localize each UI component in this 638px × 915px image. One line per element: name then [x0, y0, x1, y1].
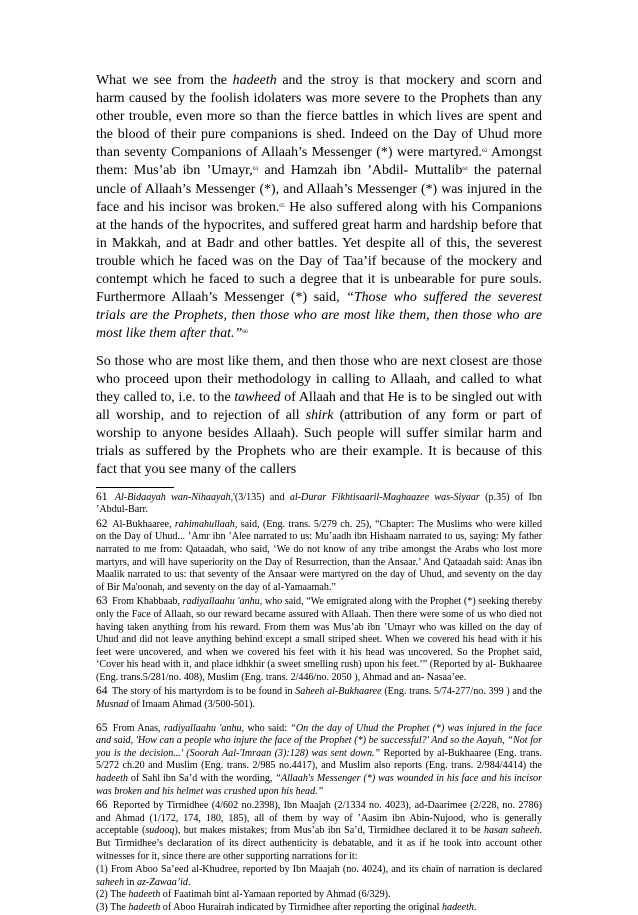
italic-run: hadeeth	[232, 73, 277, 88]
footnote-separator	[96, 487, 174, 488]
footnote-66-supporting-3	[96, 902, 542, 915]
text-run: (attribution of any form or part of worship to anyone besides Allaah). Such people will suffer similar harm and trials as suffered by the Prophets who are their example. It is because of this fact that you see many of the callers	[96, 408, 542, 478]
text-run: Amongst them: Mus’ab ibn ’Umayr,	[96, 145, 542, 179]
text-run: who said, “We emigrated along with the Prophet (*) seeking thereby only the Face of Allaah, so our reward became assured with Allaah. Then there were some of us who died not having taken anything from his reward. From them was Mus’ab ibn ’Umayr who was killed on the day of Uhud and did not leave anything behind except a small striped sheet. When we covered his head with it his feet were uncovered, and when we covered his feet with it his head was uncovered. So the Prophet said, ‘Cover his head with it, and place idhkhir (a sweet smelling rush) upon his feet.’” (Reported by al- Bukhaaree (Eng. trans.5/281/no. 408), Muslim (Eng. trans. 2/446/no. 2050 ), Ahmad and an- Nasaa’ee.	[96, 596, 542, 683]
footnote-66-supporting-2	[96, 889, 542, 902]
italic-run: hadeeth	[128, 901, 161, 913]
italic-run: rahimahullaah,	[174, 518, 238, 530]
footnote-text	[96, 723, 542, 797]
footnote-text	[96, 800, 542, 861]
text-run: What we see from the	[96, 73, 233, 88]
text-run: . But Tirmidhee’s declaration of its direct authenticity is debatable, and it as if he took into account other witnesses for it, since there are other supporting narrations for it:	[96, 825, 542, 862]
italic-run: radiyallaahu 'anhu,	[163, 722, 245, 734]
body-paragraph-1	[96, 72, 542, 343]
footnotes-section	[96, 491, 542, 915]
text-run: Al-Bukhaaree,	[112, 518, 175, 530]
footnote-ref: 64	[462, 166, 468, 173]
italic-run: Al-Bidaayah wan-Nihaayah,	[114, 491, 234, 503]
footnote-number: 63	[96, 595, 108, 608]
text-run: From Khabbaab,	[112, 596, 183, 608]
body-paragraph-2	[96, 353, 542, 480]
footnote-number: 62	[96, 517, 108, 530]
italic-run: radiyallaahu 'anhu,	[182, 596, 263, 608]
italic-run: sudooq	[145, 825, 175, 837]
footnote-number: 64	[96, 685, 108, 698]
footnote-number: 65	[96, 721, 108, 734]
text-run: of Faatimah bint al-Yamaan reported by Ahmad (6/329).	[160, 889, 391, 901]
italic-run: saheeh	[96, 876, 125, 888]
footnote-text	[96, 686, 542, 710]
footnote-ref: 62	[481, 148, 488, 155]
text-run: '(3/135) and	[233, 491, 290, 503]
text-run: (p.35) of Ibn ’Abdul-Barr.	[96, 491, 542, 516]
footnote-ref: 65	[279, 202, 285, 209]
text-run: .	[473, 901, 477, 913]
footnote-66-supporting-1	[96, 864, 542, 889]
footnote-ref: 63	[252, 166, 259, 173]
text-run: said, (Eng. trans. 5/279 ch. 25), “Chapter: The Muslims who were killed on the Day of Uhud... ’Amr ibn ’Alee narrated to us: Mu’aadh ibn Hishaam narrated to us, saying: My father narrated to me from: Qataadah, who said, ‘We do not know of any tribe amongst the Arabs who lost more martyrs, and will have superiority on the Day of Resurrection, than the Ansaar.’ And Qataadah said: Anas ibn Maalik narrated to us: that seventy of the Ansaar were martyred on the day of Uhud, and seventy on the day of Bir Ma'oonah, and seventy on the day of al-Yamaamah.”	[96, 518, 542, 593]
text-run: ), but makes mistakes; from Mus’ab ibn Sa’d, Tirmidhee declared it to be	[174, 825, 484, 837]
italic-run: shirk	[305, 408, 334, 424]
text-run: Reported by Tirmidhee (4/602 no.2398), Ibn Maajah (2/1334 no. 4023), ad-Daarimee (2/228, no. 2786) and Ahmad (1/172, 174, 180, 185), all of them by way of ’Aasim ibn Abin-Nujood, who is generally acceptable (	[96, 800, 542, 837]
text-run: of Imaam Ahmad (3/500-501).	[128, 699, 255, 711]
italic-run: Musnad	[96, 699, 129, 711]
italic-run: tawheed	[234, 390, 281, 406]
text-run: He also suffered along with his Companions at the hands of the hypocrites, and suffered great harm and hardship before that in Makkah, and at Badr and other battles. Yet despite all of this, the severest trouble which he faced was on the Day of Taa’if because of the mockery and contempt which he faced to such a degree that it is unbearable for pure souls. Furthermore Allaah’s Messenger (*) said,	[96, 199, 542, 306]
italic-run: “Those who suffered the severest trials are the Prophets, then those who are most like them, then those who are most like them after that.”	[96, 290, 542, 342]
italic-run: “Allaah's Messenger (*) was wounded in his face and his incisor was broken and his helmet was crushed upon his head.”	[96, 773, 542, 797]
text-run: of Sahl ibn Sa’d with the wording,	[127, 773, 276, 785]
footnote-66	[96, 799, 542, 863]
text-run: (1) From Aboo Sa’eed al-Khudree, reported by Ibn Maajah (no. 4024), and its chain of narration is declared	[96, 864, 542, 876]
text-run: in	[124, 876, 137, 888]
footnote-text	[96, 492, 542, 516]
italic-run: hasan saheeh	[483, 825, 540, 837]
text-run: and Hamzah ibn ’Abdil- Muttalib	[258, 163, 463, 179]
text-run: Reported by al-Bukhaaree (Eng. trans. 5/272 ch.20 and Muslim (Eng. trans. 2/985 no.4417), and Muslim also reports (Eng. trans. 2/984/4414) the	[96, 747, 542, 772]
text-run: (Eng. trans. 5/74-277/no. 399 ) and the	[381, 686, 542, 698]
text-run: (3) The	[96, 901, 129, 913]
text-run: From Anas,	[112, 722, 164, 734]
footnote-61	[96, 491, 542, 517]
text-run: of Allaah and that He is to be singled out with all worship, and to rejection of all	[96, 390, 542, 424]
text-run: of Aboo Hurairah indicated by Tirmidhee after reporting the original	[160, 901, 442, 913]
footnote-64	[96, 685, 542, 711]
footnote-number: 66	[96, 799, 108, 812]
italic-run: az-Zawaa’id	[136, 876, 188, 888]
italic-run: al-Durar Fikhtisaaril-Maghaazee was-Siyaar	[289, 491, 480, 503]
footnote-text	[96, 519, 542, 593]
footnote-62	[96, 518, 542, 595]
text-run: So those who are most like them, and then those who are next closest are those who proceed upon their methodology in calling to Allaah, and called to what they called to, i.e. to the	[96, 353, 542, 406]
italic-run: “On the day of Uhud the Prophet (*) was injured in the face and said, 'How can a people who injure the face of the Prophet (*) be successful?' And so the Aayah, “Not for you is the decision...' (Soorah Aal-'Imraan (3):128) was sent down.”	[96, 722, 542, 759]
text-run: who said:	[244, 722, 291, 734]
italic-run: hadeeth	[96, 773, 128, 785]
text-run: .	[187, 876, 191, 888]
footnote-65	[96, 722, 542, 799]
footnote-63	[96, 595, 542, 684]
italic-run: hadeeth	[442, 901, 474, 913]
footnote-text	[96, 596, 542, 683]
footnote-ref: 66	[242, 329, 248, 336]
italic-run: hadeeth	[128, 889, 161, 901]
text-run: the paternal uncle of Allaah’s Messenger (*), and Allaah’s Messenger (*) was injured in the face and his incisor was broken.	[96, 163, 543, 215]
text-run: and the stroy is that mockery and scorn and harm caused by the foolish idolaters was more severe to the Prophets than any other trouble, even more so than the fierce battles in which lives are spent and the blood of their pure companions is shed. Indeed on the Day of Uhud more than seventy Companions of Allaah’s Messenger (*) were martyred.	[96, 73, 542, 161]
text-run: (2) The	[96, 889, 129, 901]
italic-run: Saheeh al-Bukhaaree	[295, 686, 382, 698]
footnote-number: 61	[96, 490, 108, 503]
text-run: The story of his martyrdom is to be found in	[112, 686, 296, 698]
